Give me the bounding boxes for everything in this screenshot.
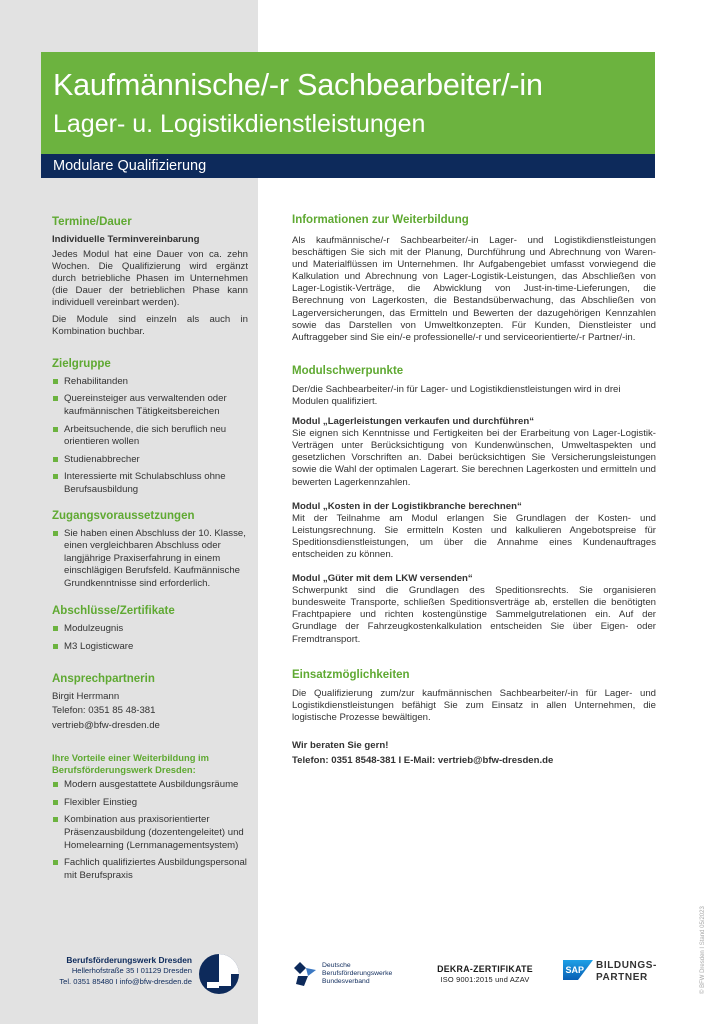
einsatz-heading: Einsatzmöglichkeiten	[292, 668, 410, 681]
bfw-footer	[52, 955, 192, 987]
module-intro: Der/die Sachbearbeiter/-in für Lager- und Logistikdienstleistungen wird in drei Modulen qualifiziert.	[292, 383, 621, 407]
bullet-icon	[53, 800, 58, 805]
module-3-title: Modul „Güter mit dem LKW versenden“	[292, 573, 473, 585]
bullet-icon	[53, 427, 58, 432]
bv-figure-icon	[292, 960, 318, 988]
bfw-logo-icon	[197, 952, 241, 996]
vorteile-list	[52, 779, 248, 882]
sap-line1: BILDUNGS-	[596, 960, 657, 971]
sap-partner-logo	[563, 958, 663, 988]
list-item: Studienabbrecher	[52, 454, 248, 467]
bv-line2: Berufsförderungswerke	[322, 970, 393, 977]
sap-line2: PARTNER	[596, 971, 648, 983]
bullet-icon	[53, 860, 58, 865]
zielgruppe-list	[52, 376, 248, 497]
contact-email[interactable]: vertrieb@bfw-dresden.de	[52, 719, 160, 731]
bfw-address: Hellerhofstraße 35 I 01129 Dresden	[71, 966, 192, 975]
abschluesse-heading: Abschlüsse/Zertifikate	[52, 605, 175, 618]
vorteile-heading: Ihre Vorteile einer Weiterbildung im Berufsförderungswerk Dresden:	[52, 752, 209, 775]
list-item: Interessierte mit Schulabschluss ohne Berufsausbildung	[52, 471, 248, 496]
bundesverband-logo	[292, 958, 432, 992]
module-1-title: Modul „Lagerleistungen verkaufen und durchführen“	[292, 416, 534, 428]
list-item: M3 Logisticware	[52, 641, 248, 654]
module-heading: Modulschwerpunkte	[292, 364, 404, 377]
bullet-icon	[53, 644, 58, 649]
bullet-icon	[53, 782, 58, 787]
module-2-text: Mit der Teilnahme am Modul erlangen Sie Grundlagen der Kosten- und Leistungsrechnung. Sie ermitteln Kosten und kalkulieren Angebotspreise für Speditionsdienstleistungen, um über die Annahme eines Kundenauftrages entscheiden zu können.	[292, 512, 656, 560]
sidebar-column	[52, 215, 248, 882]
kontakt-heading: Ansprechpartnerin	[52, 672, 155, 685]
bv-line3: Bundesverband	[322, 978, 370, 985]
zugang-list	[52, 528, 248, 591]
zugang-heading: Zugangsvoraussetzungen	[52, 509, 195, 522]
list-item: Flexibler Einstieg	[52, 797, 248, 810]
dekra-logo	[430, 964, 540, 985]
bfw-contact[interactable]: Tel. 0351 85480 I info@bfw-dresden.de	[59, 976, 192, 986]
einsatz-text: Die Qualifizierung zum/zur kaufmännischen Sachbearbeiter/-in für Lager- und Logistikdienstleistungen befähigt Sie zum Einsatz in allen Unternehmen, die logistische Prozesse bewältigen.	[292, 687, 656, 723]
subtitle-banner	[41, 154, 655, 178]
bullet-icon	[53, 396, 58, 401]
main-column	[292, 213, 656, 767]
info-heading: Informationen zur Weiterbildung	[292, 214, 469, 226]
bv-line1: Deutsche	[322, 962, 351, 969]
title-banner	[41, 52, 655, 154]
zielgruppe-heading: Zielgruppe	[52, 357, 111, 370]
list-item: Arbeitsuchende, die sich beruflich neu orientieren wollen	[52, 424, 248, 449]
page-subtitle: Modulare Qualifizierung	[53, 158, 207, 174]
cta-line1: Wir beraten Sie gern!	[292, 739, 389, 751]
list-item: Fachlich qualifiziertes Ausbildungspersonal mit Berufspraxis	[52, 857, 248, 882]
list-item: Modern ausgestattete Ausbildungsräume	[52, 779, 248, 792]
termine-text-2: Die Module sind einzeln als auch in Kombination buchbar.	[52, 313, 248, 337]
termine-bold: Individuelle Terminvereinbarung	[52, 234, 200, 245]
bullet-icon	[53, 379, 58, 384]
dekra-line2: ISO 9001:2015 und AZAV	[440, 975, 530, 984]
svg-text:SAP: SAP	[565, 965, 585, 975]
info-text: Als kaufmännische/-r Sachbearbeiter/-in Lager- und Logistikdienstleistungen beschäftigen Sie sich mit der Planung, Durchführung und Abrechnung von Waren- und Materialflüssen im Unternehmen. Ihr Aufgabengebiet umfasst vorwiegend die Kalkulation und Abrechnung von Lager-Logistik-Leistungen, das Abschließen von Lager-Logistik-Verträge, die Abwicklung von Just-in-time-Lieferungen, die Berechnung von Lagerkosten, die Bestandsüberwachung, das Abschließen von Lagerversicherungen, das Ermitteln und Bewerten der dazugehörigen Kennzahlen sowie das Darstellen von Umweltkonzepten. Für Kunden, Dienstleister und Auftraggeber sind Sie ein/-e professionelle/-r und serviceorientierte/-r Partner/-in.	[292, 235, 656, 343]
contact-phone[interactable]: Telefon: 0351 85 48-381	[52, 705, 156, 717]
page-title-line2: Lager- u. Logistikdienstleistungen	[53, 110, 426, 138]
bullet-icon	[53, 817, 58, 822]
abschluesse-list	[52, 623, 248, 653]
bfw-name: Berufsförderungswerk Dresden	[66, 955, 192, 965]
dekra-line1: DEKRA-ZERTIFIKATE	[437, 964, 533, 974]
sap-label	[596, 960, 657, 983]
module-3-text: Schwerpunkt sind die Grundlagen des Speditionsrechts. Sie organisieren bundesweite Transporte, schließen Speditionsverträge ab, erstellen die benötigten Frachtpapiere und richten kostengünstige Sammelgutrelationen ein. Auf der Grundlage der Fahrzeugkostenkalkulation entscheiden Sie über Eigen- oder Fremdtransport.	[292, 585, 656, 645]
page-title: Kaufmännische/-r Sachbearbeiter/-in	[53, 68, 543, 102]
termine-heading: Termine/Dauer	[52, 216, 132, 228]
module-2-title: Modul „Kosten in der Logistikbranche berechnen“	[292, 500, 522, 512]
contact-name: Birgit Herrmann	[52, 690, 120, 702]
module-1-text: Sie eignen sich Kenntnisse und Fertigkeiten bei der Erarbeitung von Lager-Logistik-Verträgen unter Berücksichtigung von Kundenwünschen, Umweltaspekten und gesetzlichen Vorschriften an. Dabei berücksichtigen Sie Versicherungsleistungen sowie die Wahl der optimalen Lagerart. Sie berechnen Lagerkosten und ermitteln und bewerten Lagerkennzahlen.	[292, 428, 656, 488]
list-item: Kombination aus praxisorientierter Präsenzausbildung (dozentengeleitet) und Homelearning (Lernmanagementsystem)	[52, 814, 248, 852]
list-item: Sie haben einen Abschluss der 10. Klasse, einen vergleichbaren Abschluss oder langjährige Praxiserfahrung in einem einschlägigen Berufsfeld. Kaufmännische Grundkenntnisse sind erforderlich.	[52, 528, 248, 591]
list-item: Modulzeugnis	[52, 623, 248, 636]
bullet-icon	[53, 531, 58, 536]
list-item: Rehabilitanden	[52, 376, 248, 389]
termine-text: Jedes Modul hat eine Dauer von ca. zehn Wochen. Die Qualifizierung wird ergänzt durch betriebliche Phasen im Unternehmen (die Dauer der betrieblichen Phase kann individuell vereinbart werden).	[52, 249, 248, 309]
copyright-note: © BFW Dresden I Stand 05/2023	[700, 906, 706, 994]
bullet-icon	[53, 626, 58, 631]
sap-badge-icon	[563, 960, 593, 980]
bullet-icon	[53, 457, 58, 462]
cta-line2[interactable]: Telefon: 0351 8548-381 I E-Mail: vertrieb@bfw-dresden.de	[292, 755, 554, 766]
bullet-icon	[53, 474, 58, 479]
list-item: Quereinsteiger aus verwaltenden oder kaufmännischen Tätigkeitsbereichen	[52, 393, 248, 418]
